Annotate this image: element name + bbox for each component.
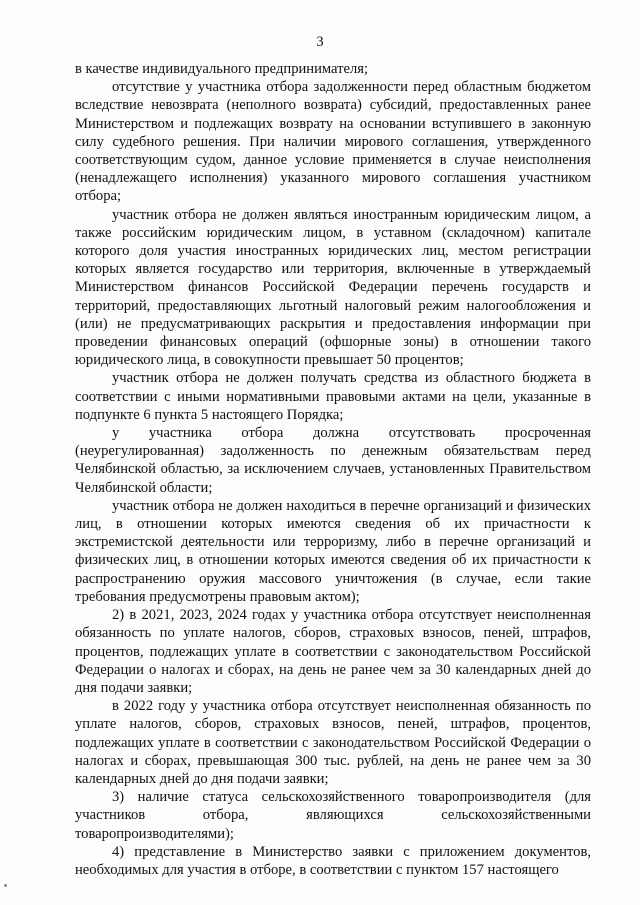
paragraph-9: 3) наличие статуса сельскохозяйственного товаропроизводителя (для участников отбора, являющихся сельскохозяйственными товаропроизводителями); [75, 789, 591, 842]
paragraph-6: участник отбора не должен находиться в перечне организаций и физических лиц, в отношении которых имеются сведения об их причастности к экстремистской деятельности или терроризму, либо в перечне организаций и физических лиц, в отношении которых имеются сведения об их причастности к распространению оружия массового уничтожения (в случае, если такие требования предусмотрены правовым актом); [75, 497, 591, 605]
paragraph-7: 2) в 2021, 2023, 2024 годах у участника отбора отсутствует неисполненная обязанность по уплате налогов, сборов, страховых взносов, пеней, штрафов, процентов, подлежащих уплате в соответствии с законодательством Российской Федерации о налогах и сборах, на день не ранее чем за 30 календарных дней до дня подачи заявки; [75, 607, 591, 696]
paragraph-1: в качестве индивидуального предпринимателя; [75, 61, 369, 77]
paragraph-8: в 2022 году у участника отбора отсутствует неисполненная обязанность по уплате налогов, сборов, страховых взносов, пеней, штрафов, процентов, подлежащих уплате в соответствии с законодательством Российской Федерации о налогах и сборах, превышающая 300 тыс. рублей, на день не ранее чем за 30 календарных дней до дня подачи заявки; [75, 698, 591, 787]
page-number: 3 [316, 34, 324, 50]
paragraph-3: участник отбора не должен являться иностранным юридическим лицом, а также российским юридическим лицом, в уставном (складочном) капитале которого доля участия иностранных юридических лиц, местом регистрации которых является государство или территория, включенные в утверждаемый Министерством финансов Российской Федерации перечень государств и территорий, предоставляющих льготный налоговый режим налогообложения и (или) не предусматривающих раскрытия и предоставления информации при проведении финансовых операций (офшорные зоны) в отношении такого юридического лица, в совокупности превышает 50 процентов; [75, 206, 591, 369]
document-body [75, 60, 591, 879]
paragraph-5: у участника отбора должна отсутствовать просроченная (неурегулированная) задолженность по денежным обязательствам перед Челябинской областью, за исключением случаев, установленных Правительством Челябинской области; [75, 425, 591, 496]
paragraph-4: участник отбора не должен получать средства из областного бюджета в соответствии с иными нормативными правовыми актами на цели, указанные в подпункте 6 пункта 5 настоящего Порядка; [75, 370, 591, 423]
scan-dot-mark [4, 884, 7, 887]
paragraph-2: отсутствие у участника отбора задолженности перед областным бюджетом вследствие невозврата (неполного возврата) субсидий, предоставленных ранее Министерством и подлежащих возврату на основании вступившего в законную силу судебного решения. При наличии мирового соглашения, утвержденного соответствующим судом, данное условие применяется в случае неисполнения (ненадлежащего исполнения) указанного мирового соглашения участником отбора; [75, 79, 591, 205]
paragraph-10: 4) представление в Министерство заявки с приложением документов, необходимых для участия в отборе, в соответствии с пунктом 157 настоящего [75, 843, 591, 878]
